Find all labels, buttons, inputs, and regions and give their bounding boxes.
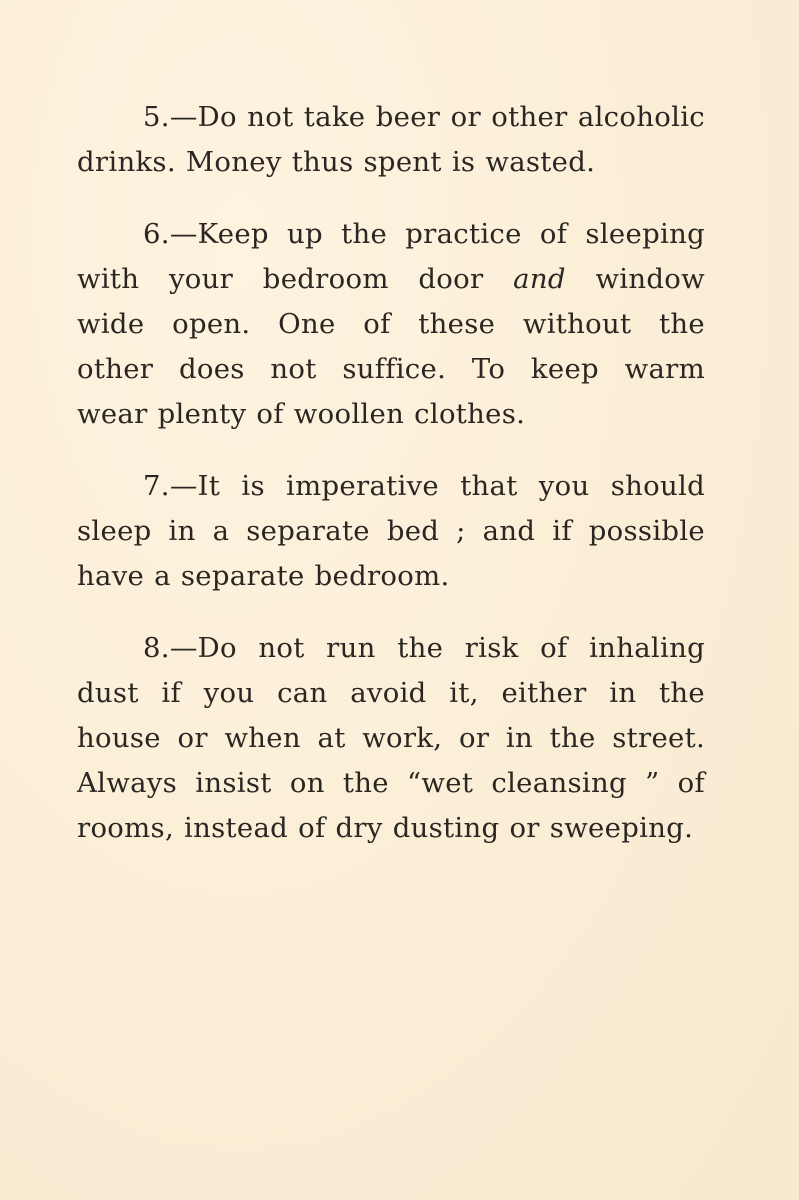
rule-7-line-1: 7.—It is imperative that you should	[77, 464, 705, 509]
document-page	[77, 95, 705, 878]
rule-8-number: 8.	[143, 632, 170, 664]
rule-6-line-1: 6.—Keep up the practice of sleeping	[77, 212, 705, 257]
rule-6-line-2: with your bedroom door and window	[77, 263, 705, 295]
rule-5-line-1: 5.—Do not take beer or other alcoholic	[77, 95, 705, 140]
rule-8	[77, 626, 705, 851]
rule-7-line-2: sleep in a separate bed ; and if possible	[77, 515, 705, 547]
emphasis-and: and	[513, 263, 566, 295]
rule-5	[77, 95, 705, 185]
rule-8-line-5: rooms, instead of dry dusting or sweeping.	[77, 812, 694, 844]
rule-5-number: 5.	[143, 101, 170, 133]
rule-7-number: 7.	[143, 470, 170, 502]
rule-8-line-3: house or when at work, or in the street.	[77, 722, 705, 754]
rule-6-line-3: wide open. One of these without the	[77, 308, 705, 340]
rule-8-line-4: Always insist on the “wet cleansing ” of	[77, 767, 705, 799]
rule-6	[77, 212, 705, 437]
rule-6-line-4: other does not suffice. To keep warm	[77, 353, 705, 385]
rule-6-line-5: wear plenty of woollen clothes.	[77, 398, 526, 430]
rule-5-line-2: drinks. Money thus spent is wasted.	[77, 146, 596, 178]
rule-8-line-1: 8.—Do not run the risk of inhaling	[77, 626, 705, 671]
rule-6-number: 6.	[143, 218, 170, 250]
rule-8-line-2: dust if you can avoid it, either in the	[77, 677, 705, 709]
rule-7	[77, 464, 705, 599]
rule-7-line-3: have a separate bedroom.	[77, 560, 450, 592]
